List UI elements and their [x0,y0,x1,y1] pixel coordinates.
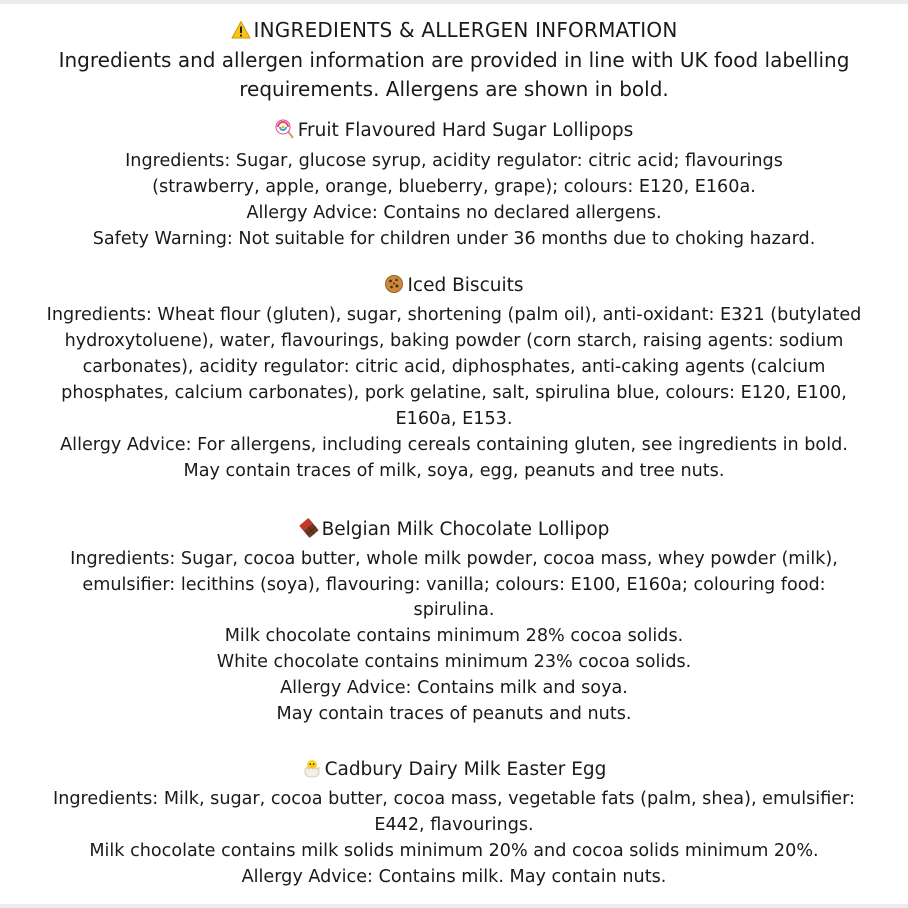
lollipop-icon [275,119,295,139]
chocolate-bar-icon [299,518,319,538]
milk-solids-line: Milk chocolate contains milk solids minimum 20% and cocoa solids minimum 20%. [89,841,819,861]
product-title-lollipops [0,119,908,142]
ingredient-line: (strawberry, apple, orange, blueberry, grape); colours: E120, E160a. [152,177,756,197]
ingredient-line: E160a, E153. [395,409,513,429]
safety-warning-line: Safety Warning: Not suitable for children under 36 months due to choking hazard. [92,229,816,249]
product-title-chocolate-lollipop [0,518,908,541]
intro-text [0,46,908,104]
ingredient-line: E442, flavourings. [374,815,534,835]
ingredient-line: Ingredients: Sugar, cocoa butter, whole milk powder, cocoa mass, whey powder (milk), [70,549,838,569]
may-contain-line: May contain traces of milk, soya, egg, peanuts and tree nuts. [183,461,725,481]
allergy-advice-line: Allergy Advice: Contains milk. May contain nuts. [241,867,667,887]
may-contain-line: May contain traces of peanuts and nuts. [276,704,632,724]
hatching-chick-icon [302,758,322,778]
product-title-easter-egg [0,758,908,781]
allergy-advice-line: Allergy Advice: For allergens, including cereals containing gluten, see ingredients in bold. [60,435,848,455]
product-name: Belgian Milk Chocolate Lollipop [321,519,610,540]
cocoa-solids-line: Milk chocolate contains minimum 28% cocoa solids. [224,626,684,646]
page-title-text: INGREDIENTS & ALLERGEN INFORMATION [253,18,678,42]
ingredient-line: phosphates, calcium carbonates), pork gelatine, salt, spirulina blue, colours: E120, E100, [61,383,847,403]
cookie-icon [384,274,404,294]
product-name: Iced Biscuits [407,275,524,296]
allergen-info-page [0,4,908,904]
allergy-advice-line: Allergy Advice: Contains milk and soya. [280,678,628,698]
ingredient-line: Ingredients: Wheat flour (gluten), sugar, shortening (palm oil), anti-oxidant: E321 (butylated [46,305,862,325]
product-name: Fruit Flavoured Hard Sugar Lollipops [297,120,634,141]
cocoa-solids-line: White chocolate contains minimum 23% cocoa solids. [216,652,692,672]
ingredient-line: spirulina. [413,600,495,620]
allergy-advice-line: Allergy Advice: Contains no declared allergens. [246,203,662,223]
intro-line: requirements. Allergens are shown in bold. [239,77,669,101]
ingredient-line: Ingredients: Milk, sugar, cocoa butter, cocoa mass, vegetable fats (palm, shea), emulsifier: [53,789,855,809]
intro-line: Ingredients and allergen information are provided in line with UK food labelling [58,48,850,72]
product-title-biscuits [0,274,908,297]
ingredient-line: emulsifier: lecithins (soya), flavouring: vanilla; colours: E100, E160a; colouring food: [82,575,826,595]
ingredient-line: hydroxytoluene), water, flavourings, baking powder (corn starch, raising agents: sodium [64,331,844,351]
product-name: Cadbury Dairy Milk Easter Egg [324,759,607,780]
page-title [0,18,908,42]
warning-icon [231,20,251,40]
ingredient-line: carbonates), acidity regulator: citric acid, diphosphates, anti-caking agents (calcium [82,357,826,377]
ingredient-line: Ingredients: Sugar, glucose syrup, acidity regulator: citric acid; flavourings [125,151,783,171]
